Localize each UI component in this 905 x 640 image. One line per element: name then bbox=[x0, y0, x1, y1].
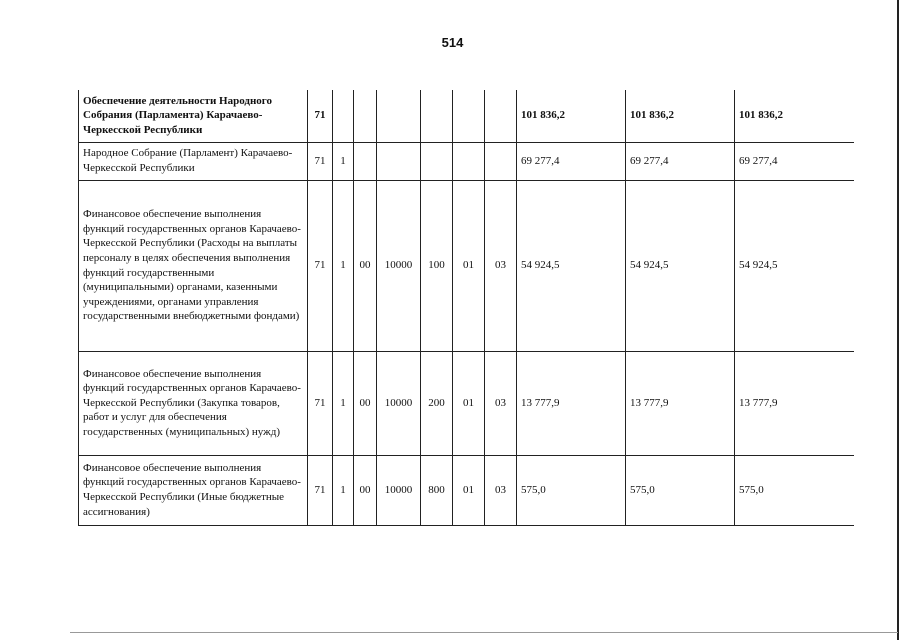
code-expense-type-cell bbox=[421, 90, 453, 142]
code-expense-type-cell: 800 bbox=[421, 455, 453, 525]
table-row bbox=[79, 180, 854, 351]
page-number: 514 bbox=[441, 35, 464, 50]
code-section-cell: 1 bbox=[333, 142, 354, 180]
code-section-part-cell: 01 bbox=[453, 180, 485, 351]
code-subprogram-cell bbox=[354, 90, 377, 142]
code-subsection-cell bbox=[485, 90, 517, 142]
page-bottom-rule bbox=[70, 632, 898, 633]
row-name-cell: Финансовое обеспечение выполнения функций государственных органов Карачаево-Черкесской Республики (Иные бюджетные ассигнования) bbox=[79, 455, 308, 525]
page-border-right bbox=[897, 0, 899, 640]
row-name-cell: Народное Собрание (Парламент) Карачаево-Черкесской Республики bbox=[79, 142, 308, 180]
amount-year1-cell: 101 836,2 bbox=[517, 90, 626, 142]
code-section-part-cell: 01 bbox=[453, 455, 485, 525]
amount-year1-cell: 54 924,5 bbox=[517, 180, 626, 351]
code-subprogram-cell: 00 bbox=[354, 455, 377, 525]
row-name-cell: Финансовое обеспечение выполнения функций государственных органов Карачаево-Черкесской Республики (Закупка товаров, работ и услуг для обеспечения государственных (муниципальных) нужд) bbox=[79, 351, 308, 455]
amount-year1-cell: 69 277,4 bbox=[517, 142, 626, 180]
amount-year3-cell: 575,0 bbox=[735, 455, 854, 525]
amount-year2-cell: 575,0 bbox=[626, 455, 735, 525]
code-subprogram-cell bbox=[354, 142, 377, 180]
code-section-cell: 1 bbox=[333, 351, 354, 455]
code-section-part-cell bbox=[453, 90, 485, 142]
amount-year2-cell: 54 924,5 bbox=[626, 180, 735, 351]
code-direction-cell: 10000 bbox=[377, 351, 421, 455]
code-section-cell bbox=[333, 90, 354, 142]
code-direction-cell: 10000 bbox=[377, 455, 421, 525]
code-expense-type-cell: 100 bbox=[421, 180, 453, 351]
amount-year1-cell: 13 777,9 bbox=[517, 351, 626, 455]
amount-year2-cell: 69 277,4 bbox=[626, 142, 735, 180]
code-ministry-cell: 71 bbox=[308, 455, 333, 525]
code-section-part-cell: 01 bbox=[453, 351, 485, 455]
amount-year3-cell: 101 836,2 bbox=[735, 90, 854, 142]
amount-year3-cell: 13 777,9 bbox=[735, 351, 854, 455]
code-direction-cell bbox=[377, 90, 421, 142]
code-ministry-cell: 71 bbox=[308, 142, 333, 180]
amount-year1-cell: 575,0 bbox=[517, 455, 626, 525]
code-expense-type-cell bbox=[421, 142, 453, 180]
code-section-part-cell bbox=[453, 142, 485, 180]
code-subsection-cell bbox=[485, 142, 517, 180]
code-ministry-cell: 71 bbox=[308, 351, 333, 455]
code-subsection-cell: 03 bbox=[485, 351, 517, 455]
amount-year3-cell: 54 924,5 bbox=[735, 180, 854, 351]
code-direction-cell: 10000 bbox=[377, 180, 421, 351]
code-section-cell: 1 bbox=[333, 455, 354, 525]
code-ministry-cell: 71 bbox=[308, 180, 333, 351]
table-row bbox=[79, 142, 854, 180]
row-name-cell: Обеспечение деятельности Народного Собрания (Парламента) Карачаево-Черкесской Республики bbox=[79, 90, 308, 142]
code-subprogram-cell: 00 bbox=[354, 180, 377, 351]
amount-year2-cell: 101 836,2 bbox=[626, 90, 735, 142]
code-subprogram-cell: 00 bbox=[354, 351, 377, 455]
budget-table bbox=[78, 90, 854, 526]
code-direction-cell bbox=[377, 142, 421, 180]
amount-year3-cell: 69 277,4 bbox=[735, 142, 854, 180]
code-subsection-cell: 03 bbox=[485, 455, 517, 525]
table-row bbox=[79, 90, 854, 142]
row-name-cell: Финансовое обеспечение выполнения функций государственных органов Карачаево-Черкесской Республики (Расходы на выплаты персоналу в целях обеспечения выполнения функций государственными (муниципальными) органами, казенными учреждениями, органами управления государственными внебюджетными фондами) bbox=[79, 180, 308, 351]
code-subsection-cell: 03 bbox=[485, 180, 517, 351]
code-ministry-cell: 71 bbox=[308, 90, 333, 142]
code-section-cell: 1 bbox=[333, 180, 354, 351]
table-row bbox=[79, 455, 854, 525]
table-row bbox=[79, 351, 854, 455]
amount-year2-cell: 13 777,9 bbox=[626, 351, 735, 455]
code-expense-type-cell: 200 bbox=[421, 351, 453, 455]
